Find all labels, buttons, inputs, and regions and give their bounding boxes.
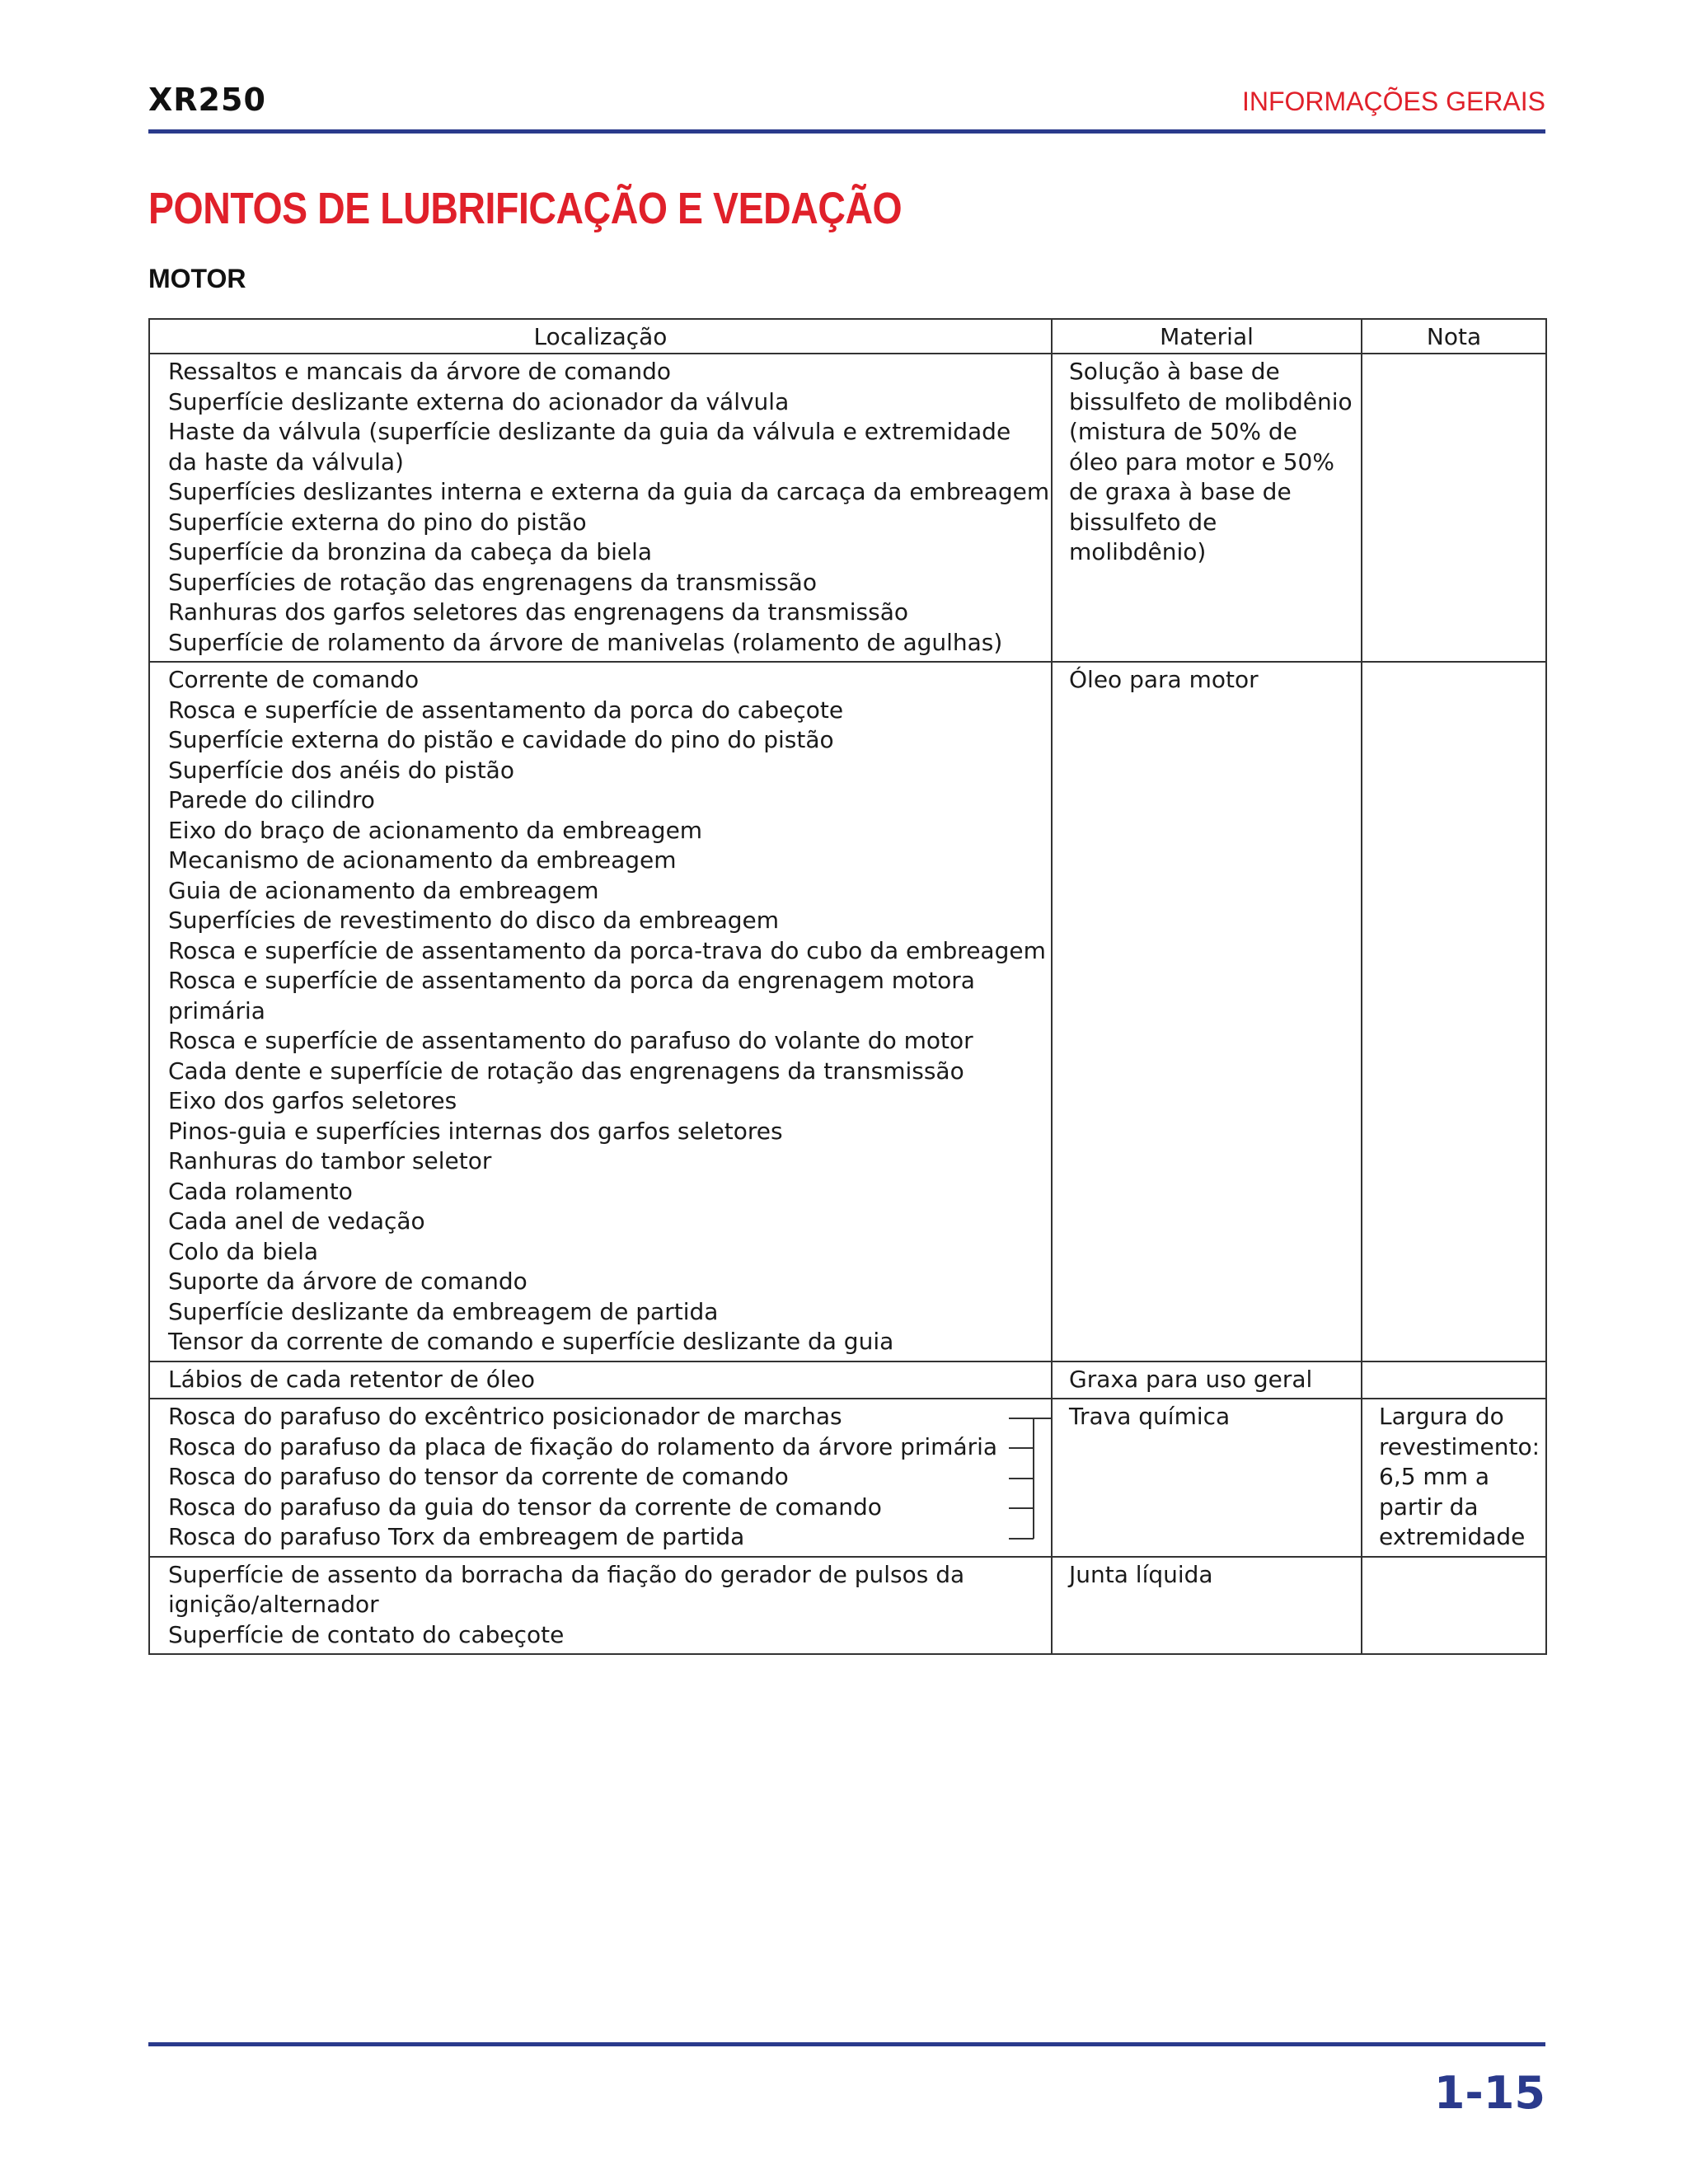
location-item: Suporte da árvore de comando <box>168 1268 528 1295</box>
location-item: Parede do cilindro <box>168 786 375 813</box>
location-item: Superfícies deslizantes interna e externa da guia da carcaça da embreagem <box>168 478 1050 505</box>
location-item: Pinos-guia e superfícies internas dos garfos seletores <box>168 1117 783 1145</box>
location-item: Superfície de rolamento da árvore de manivelas (rolamento de agulhas) <box>168 628 1003 656</box>
location-item: Cada dente e superfície de rotação das engrenagens da transmissão <box>168 1057 964 1085</box>
location-item: Ranhuras do tambor seletor <box>168 1147 492 1174</box>
page-header <box>148 78 1545 134</box>
table-row <box>149 1399 1546 1557</box>
location-item: Rosca do parafuso da guia do tensor da corrente de comando <box>168 1493 882 1521</box>
location-item: Guia de acionamento da embreagem <box>168 876 599 904</box>
location-item: Colo da biela <box>168 1237 319 1265</box>
location-item: Superfícies de rotação das engrenagens da transmissão <box>168 568 817 596</box>
location-item: Corrente de comando <box>168 666 420 693</box>
note-cell <box>1362 1361 1546 1399</box>
section-name: INFORMAÇÕES GERAIS <box>1241 87 1545 116</box>
location-item: Rosca e superfície de assentamento da porca do cabeçote <box>168 696 844 724</box>
location-item: Lábios de cada retentor de óleo <box>168 1365 535 1393</box>
location-item: Rosca e superfície de assentamento do parafuso do volante do motor <box>168 1027 973 1054</box>
location-item: Mecanismo de acionamento da embreagem <box>168 846 677 874</box>
table-row <box>149 354 1546 662</box>
location-item: Haste da válvula (superfície deslizante da guia da válvula e extremidade da haste da válvula) <box>168 418 1011 476</box>
location-cell <box>149 1399 1052 1557</box>
material-cell: Graxa para uso geral <box>1052 1361 1362 1399</box>
location-item: Superfície de contato do cabeçote <box>168 1620 565 1648</box>
material-cell: Solução à base de bissulfeto de molibdênio (mistura de 50% de óleo para motor e 50% de graxa à base de bissulfeto de molibdênio) <box>1052 354 1362 662</box>
footer-rule <box>148 2042 1545 2046</box>
location-item: Superfície dos anéis do pistão <box>168 756 514 784</box>
location-item: Rosca e superfície de assentamento da porca-trava do cubo da embreagem <box>168 936 1046 964</box>
location-item: Rosca do parafuso Torx da embreagem de partida <box>168 1523 745 1550</box>
location-item: Superfície de assento da borracha da fiação do gerador de pulsos da ignição/alternador <box>168 1560 965 1618</box>
location-item: Cada anel de vedação <box>168 1207 425 1235</box>
note-cell: Largura do revestimento: 6,5 mm a partir da extremidade <box>1362 1399 1546 1557</box>
material-cell: Junta líquida <box>1052 1557 1362 1655</box>
column-header-material: Material <box>1052 319 1362 354</box>
note-cell <box>1362 354 1546 662</box>
location-item: Ressaltos e mancais da árvore de comando <box>168 358 671 385</box>
model-name: XR250 <box>148 82 266 118</box>
location-item: Superfícies de revestimento do disco da embreagem <box>168 907 780 934</box>
location-item: Superfície deslizante externa do acionador da válvula <box>168 387 790 415</box>
location-item: Eixo dos garfos seletores <box>168 1087 457 1114</box>
column-header-note: Nota <box>1362 319 1546 354</box>
location-item: Superfície deslizante da embreagem de partida <box>168 1297 719 1325</box>
lubrication-table <box>148 318 1547 1655</box>
location-item: Cada rolamento <box>168 1177 353 1205</box>
note-cell <box>1362 662 1546 1361</box>
location-item: Superfície da bronzina da cabeça da biela <box>168 538 653 565</box>
location-item: Rosca do parafuso do tensor da corrente de comando <box>168 1463 789 1490</box>
location-item: Rosca do parafuso da placa de fixação do rolamento da árvore primária <box>168 1432 998 1460</box>
page-number: 1-15 <box>1433 2067 1545 2119</box>
location-item: Rosca e superfície de assentamento da porca da engrenagem motora primária <box>168 967 975 1024</box>
location-item: Eixo do braço de acionamento da embreagem <box>168 816 703 844</box>
location-cell <box>149 1361 1052 1399</box>
table-header-row <box>149 319 1546 354</box>
material-cell: Trava química <box>1052 1399 1362 1557</box>
location-item: Superfície externa do pistão e cavidade do pino do pistão <box>168 726 834 753</box>
location-cell <box>149 354 1052 662</box>
table-row <box>149 1557 1546 1655</box>
column-header-location: Localização <box>149 319 1052 354</box>
location-item: Rosca do parafuso do excêntrico posicionador de marchas <box>168 1403 842 1430</box>
note-cell <box>1362 1557 1546 1655</box>
page-title: PONTOS DE LUBRIFICAÇÃO E VEDAÇÃO <box>148 184 903 233</box>
table-row <box>149 662 1546 1361</box>
section-subtitle: MOTOR <box>148 264 246 293</box>
location-item: Tensor da corrente de comando e superfície deslizante da guia <box>168 1328 894 1355</box>
group-bracket <box>150 1399 1053 1556</box>
material-cell: Óleo para motor <box>1052 662 1362 1361</box>
location-item: Ranhuras dos garfos seletores das engrenagens da transmissão <box>168 598 909 626</box>
location-item: Superfície externa do pino do pistão <box>168 508 587 536</box>
location-cell <box>149 662 1052 1361</box>
location-cell <box>149 1557 1052 1655</box>
table-row <box>149 1361 1546 1399</box>
